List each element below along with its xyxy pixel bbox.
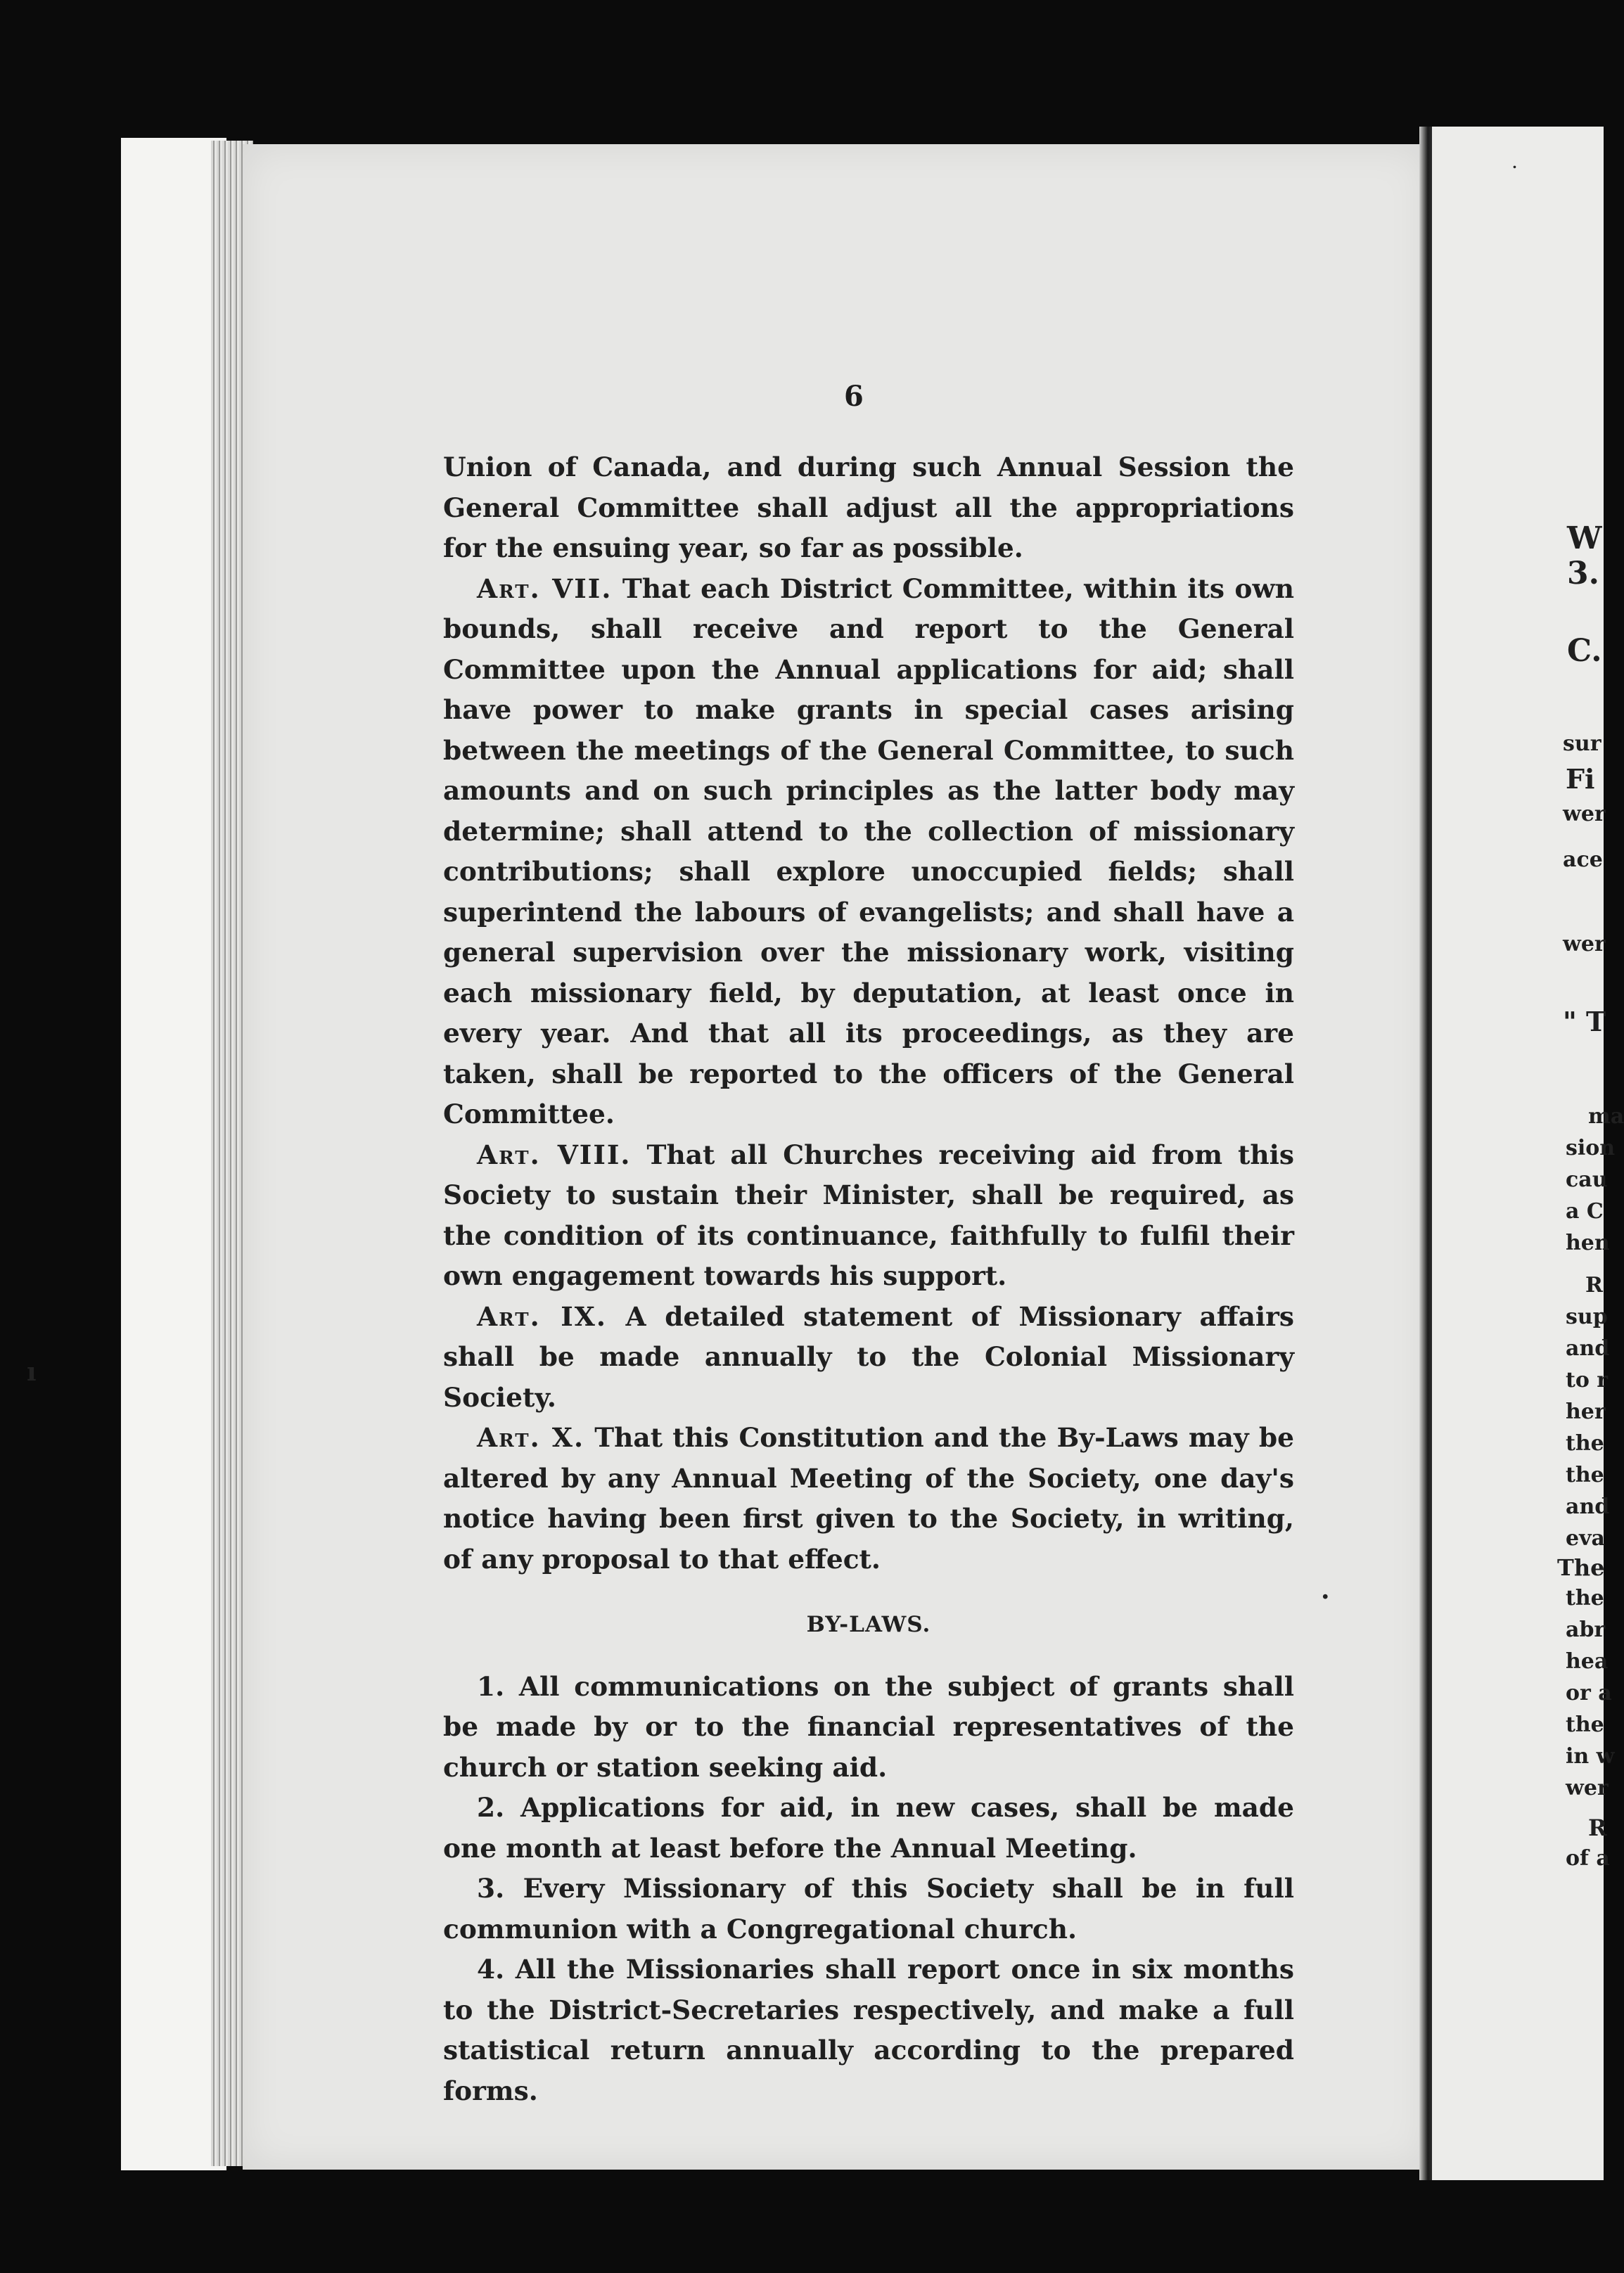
facing-page-fragment: of a bbox=[1566, 1846, 1610, 1871]
facing-page-fragment: ace bbox=[1563, 847, 1603, 872]
facing-page-fragment: abr bbox=[1566, 1618, 1606, 1642]
facing-page-fragment: cau bbox=[1566, 1167, 1608, 1192]
bylaw-1: 1. All communications on the subject of grants shall be made by or to the financial representatives of the church or station seeking aid. bbox=[443, 1670, 1294, 1783]
article-7: Art. VII. That each District Committee, within its own bounds, shall receive and report to the General Committee upon the Annual applications for aid; shall have power to make grants in special cases arising between the meetings of the General Committee, to such amounts and on such principles as the latter body may determine; shall attend to the collection of missionary contributions; shall explore unoccupied fields; shall superintend the labours of evangelists; and shall have a general supervision over the missionary work, visiting each missionary field, by deputation, at least once in every year. And that all its proceedings, as they are taken, shall be reported to the officers of the General Committee. bbox=[443, 572, 1294, 1129]
facing-page-fragment: wer bbox=[1566, 1776, 1609, 1800]
facing-page-fragment: sur bbox=[1563, 731, 1601, 756]
facing-page-fragment: the bbox=[1566, 1586, 1604, 1611]
article-label: Art. IX. bbox=[477, 1300, 607, 1332]
facing-page-fragment: hea bbox=[1566, 1649, 1609, 1674]
page-number: 6 bbox=[844, 380, 864, 413]
article-label: Art. VII. bbox=[477, 572, 613, 604]
scan-speck: . bbox=[1321, 1575, 1330, 1605]
facing-page-fragment: her bbox=[1566, 1400, 1606, 1424]
facing-page-fragment: Fi bbox=[1566, 763, 1595, 795]
facing-page-fragment: and bbox=[1566, 1336, 1610, 1361]
facing-page-fragment: W bbox=[1567, 520, 1602, 556]
page-text bbox=[443, 447, 1294, 2111]
facing-page-fragment: a C bbox=[1566, 1199, 1604, 1224]
facing-page-fragment: the bbox=[1566, 1463, 1604, 1487]
facing-page-fragment: eva bbox=[1566, 1526, 1605, 1551]
facing-page-fragment: and bbox=[1566, 1494, 1610, 1519]
facing-page-fragment: or a bbox=[1566, 1681, 1612, 1705]
facing-page-fragment: The bbox=[1557, 1554, 1605, 1581]
facing-page-fragment: hen bbox=[1566, 1231, 1610, 1255]
facing-page-fragment: in w bbox=[1566, 1744, 1615, 1769]
paragraph: Union of Canada, and during such Annual Session the General Committee shall adjust all the appropriations for the ensuing year, so far as possible. bbox=[443, 452, 1294, 563]
facing-page-fragment: R bbox=[1585, 1273, 1603, 1298]
scan-speck: . bbox=[1512, 155, 1517, 172]
bylaw-4: 4. All the Missionaries shall report once in six months to the District-Secretaries respectively, and make a full statistical return annually according to the prepared forms. bbox=[443, 1954, 1294, 2106]
facing-page-fragment: sion bbox=[1566, 1136, 1616, 1160]
facing-page-fragment: wer bbox=[1563, 932, 1606, 956]
article-8: Art. VIII. That all Churches receiving aid from this Society to sustain their Minister, shall be required, as the condition of its continuance, faithfully to fulfil their own engagement towards his support. bbox=[443, 1139, 1294, 1291]
facing-page-fragment: ma bbox=[1588, 1104, 1624, 1129]
article-label: Art. X. bbox=[477, 1422, 585, 1453]
bylaw-3: 3. Every Missionary of this Society shall be in full communion with a Congregational church. bbox=[443, 1873, 1294, 1945]
facing-page-fragment: " T bbox=[1563, 1006, 1606, 1037]
facing-page-fragment: sup bbox=[1566, 1305, 1608, 1329]
facing-page-fragment: the bbox=[1566, 1431, 1604, 1456]
article-label: Art. VIII. bbox=[477, 1139, 632, 1170]
bylaws-heading: BY-LAWS. bbox=[806, 1612, 931, 1637]
facing-page-fragment: to r bbox=[1566, 1368, 1609, 1392]
facing-page-fragment: wer bbox=[1563, 802, 1606, 826]
book-gutter bbox=[1419, 127, 1433, 2180]
facing-page-fragment: R bbox=[1588, 1814, 1607, 1841]
facing-page-fragment: 3. bbox=[1567, 556, 1599, 591]
scan-speck: ı bbox=[27, 1357, 37, 1387]
facing-page-fragment: the bbox=[1566, 1712, 1604, 1737]
article-9: Art. IX. A detailed statement of Missionary affairs shall be made annually to the Colonial Missionary Society. bbox=[443, 1300, 1294, 1413]
bylaw-2: 2. Applications for aid, in new cases, shall be made one month at least before the Annual Meeting. bbox=[443, 1792, 1294, 1864]
article-10: Art. X. That this Constitution and the By-Laws may be altered by any Annual Meeting of the Society, one day's notice having been first given to the Society, in writing, of any proposal to that effect. bbox=[443, 1422, 1294, 1575]
facing-page-fragment: C. bbox=[1567, 633, 1602, 669]
